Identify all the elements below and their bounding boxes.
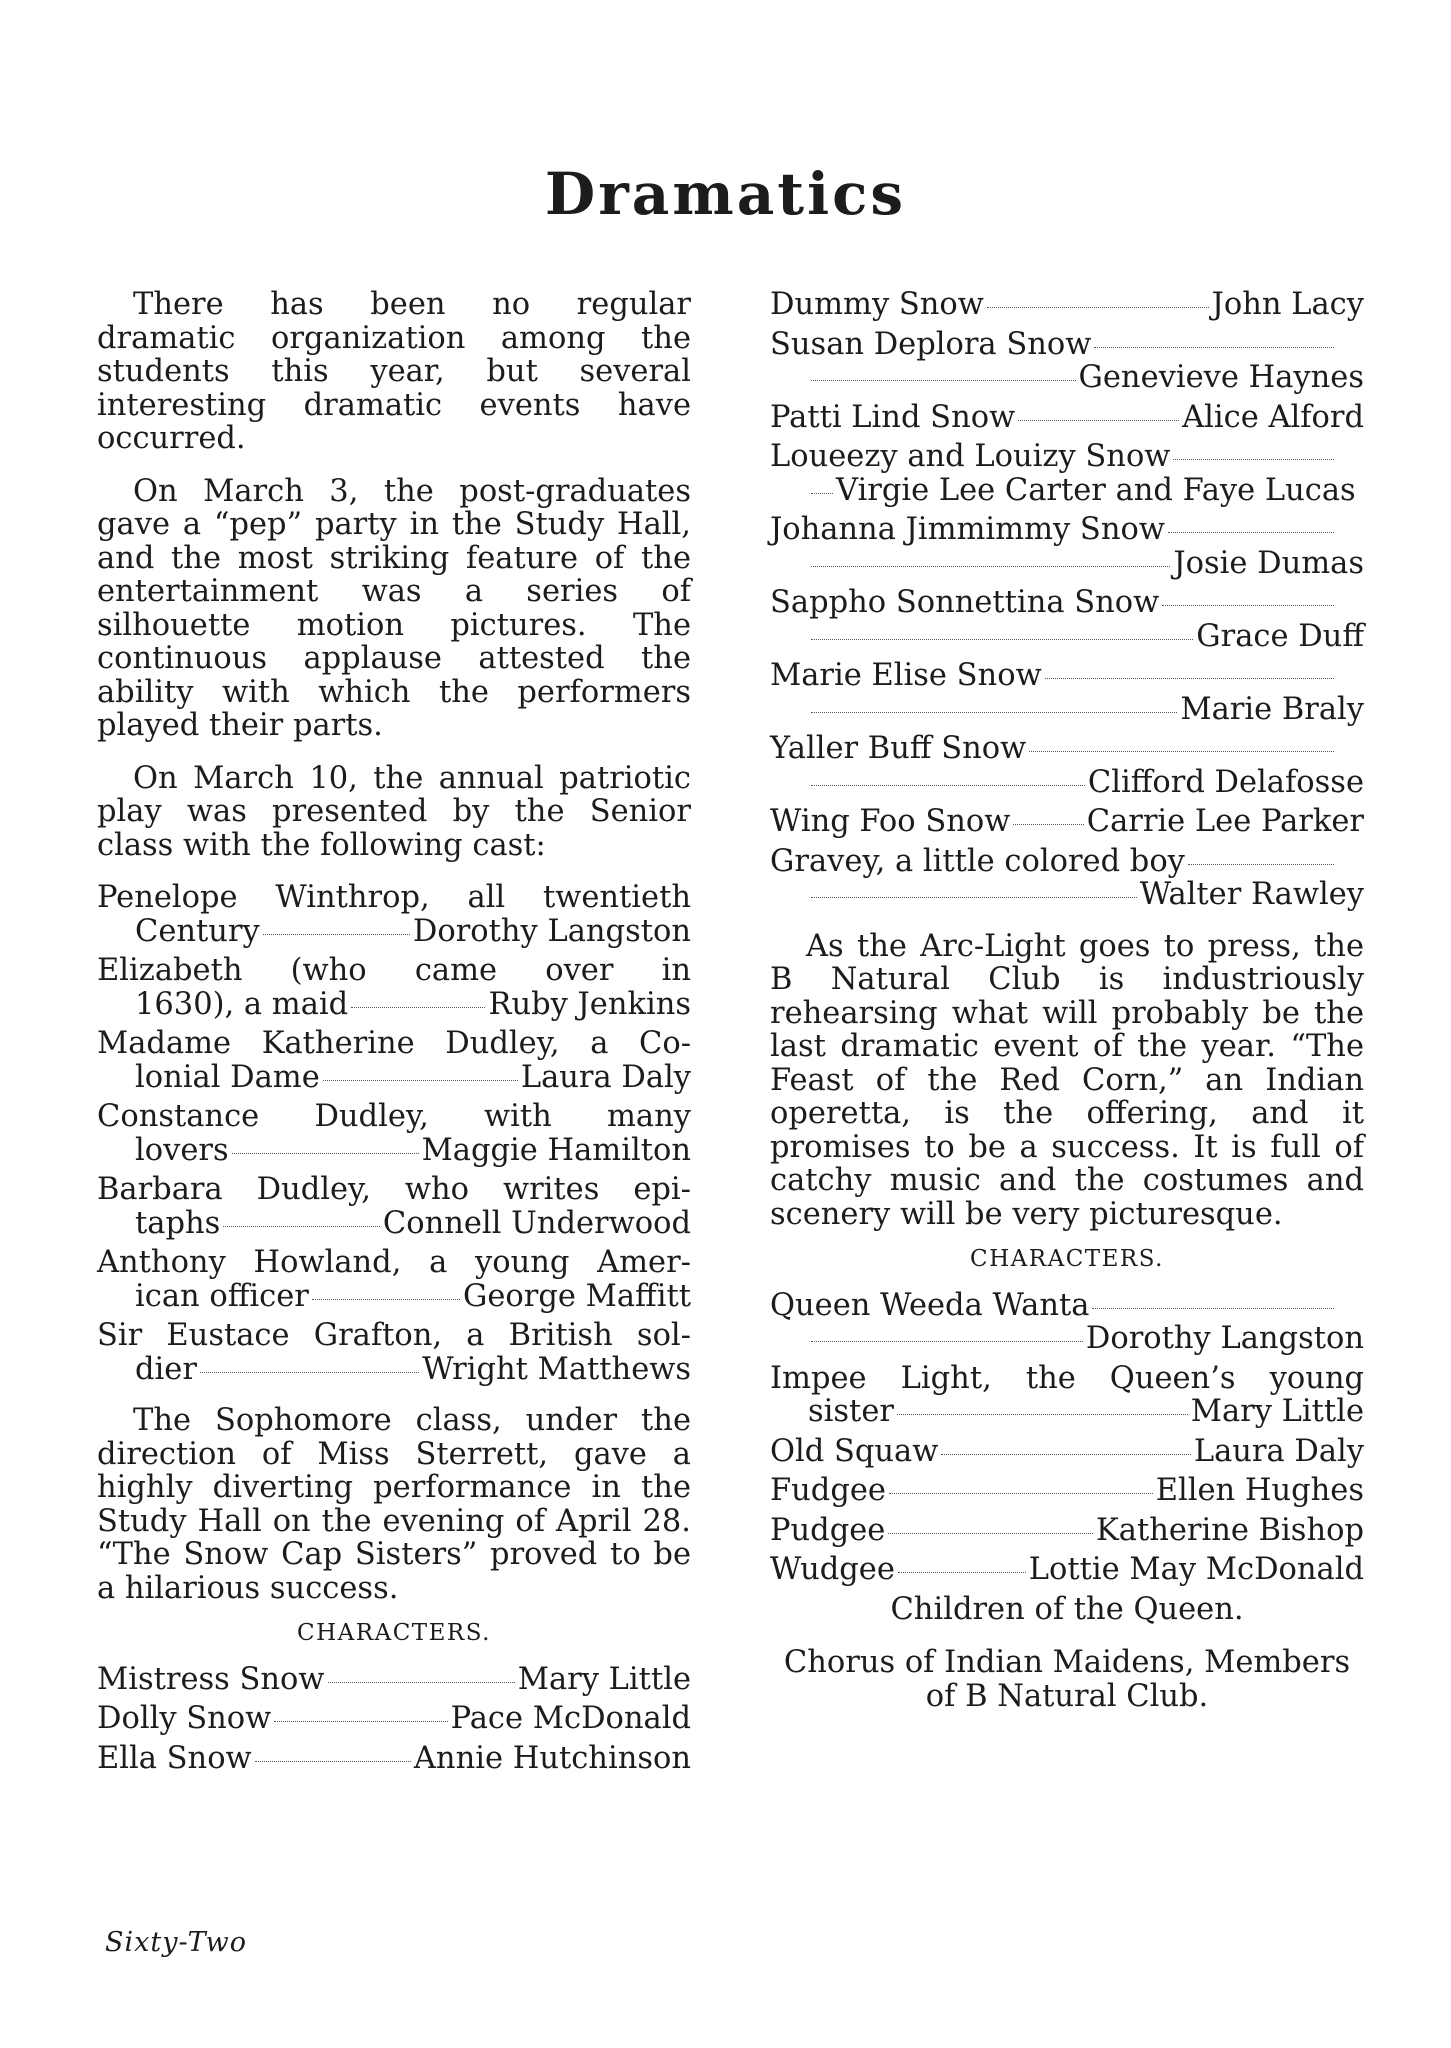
snow-cast-entry [770, 401, 1364, 435]
cast-role: dier [135, 1351, 197, 1387]
dot-leader [898, 1572, 1026, 1573]
character-actor: Annie Hutchinson [413, 1740, 691, 1776]
dot-leader [811, 1341, 1083, 1342]
cast-role-line: Barbara Dudley, who writes epi- [97, 1172, 691, 1207]
sophomore-paragraph: The Sophomore class, under the direction of Miss Sterrett, gave a highly diverting performance in the Study Hall on the evening of April 28. “The Snow Cap Sisters” proved to be a hilarious success. [97, 1403, 691, 1606]
snow-cast-entry [770, 805, 1364, 839]
cast-entry [97, 1027, 691, 1094]
dot-leader [987, 307, 1209, 308]
operetta-cast-entry [770, 1289, 1364, 1356]
chorus-line: Chorus of Indian Maidens, Members [783, 1645, 1351, 1680]
snow-cast-entry [770, 513, 1364, 580]
dot-leader [811, 785, 1085, 786]
dot-leader [263, 934, 410, 935]
character-actor: Virgie Lee Carter and Faye Lucas [836, 472, 1356, 508]
character-actor: Grace Duff [1196, 618, 1364, 654]
cast-entry [97, 1246, 691, 1313]
character-actor: Carrie Lee Parker [1086, 804, 1364, 839]
character-actor: Lottie May McDonald [1028, 1552, 1364, 1587]
cast-entry [97, 881, 691, 948]
right-column [770, 288, 1364, 1713]
character-role: Dolly Snow [97, 1701, 272, 1736]
character-actor: Genevieve Haynes [1078, 360, 1364, 395]
operetta-cast-entry [770, 1514, 1364, 1548]
character-role: Ella Snow [97, 1740, 252, 1776]
dot-leader [941, 1454, 1190, 1455]
intro-paragraph: There has been no regular dramatic organization among the students this year, but several interesting dramatic events have occurred. [97, 287, 691, 456]
dot-leader [1094, 347, 1334, 348]
post-graduates-paragraph: On March 3, the post-graduates gave a “pep” party in the Study Hall, and the most striking feature of the entertainment was a series of silhouette motion pictures. The continuous applause attested the ability with which the performers played their parts. [97, 473, 691, 743]
dot-leader [889, 1493, 1153, 1494]
character-role: Susan Deplora Snow [770, 326, 1092, 362]
character-actor: Walter Rawley [1139, 877, 1364, 912]
dot-leader [811, 380, 1076, 381]
character-actor: Clifford Delafosse [1087, 764, 1364, 800]
operetta-cast-entry [770, 1435, 1364, 1469]
dot-leader [1092, 1308, 1334, 1309]
character-role: Marie Elise Snow [770, 658, 1042, 693]
cast-entry [97, 954, 691, 1021]
character-role: Dummy Snow [770, 287, 984, 322]
character-actor: Laura Daly [1193, 1433, 1364, 1469]
character-actor: Dorothy Langston [1085, 1321, 1364, 1356]
character-role: Gravey, a little colored boy [770, 843, 1185, 879]
dot-leader [1162, 605, 1334, 606]
character-role: Johanna Jimmimmy Snow [770, 512, 1165, 547]
snow-cast-entry [770, 845, 1364, 912]
cast-entry [97, 1319, 691, 1386]
character-role: Patti Lind Snow [770, 399, 1016, 435]
character-actor: Alice Alford [1182, 399, 1364, 435]
dot-leader [1045, 678, 1334, 679]
dot-leader [323, 1080, 518, 1081]
cast-actor: Maggie Hamilton [421, 1132, 691, 1168]
cast-actor: Laura Daly [520, 1059, 691, 1095]
dot-leader [897, 1414, 1188, 1415]
character-actor: John Lacy [1211, 287, 1364, 322]
character-role: Mistress Snow [97, 1661, 325, 1697]
dot-leader [200, 1372, 419, 1373]
dot-leader [328, 1682, 515, 1683]
operetta-cast-entry [770, 1474, 1364, 1508]
cast-role-line: Constance Dudley, with many [97, 1099, 691, 1134]
dot-leader [274, 1721, 447, 1722]
characters-heading: CHARACTERS. [297, 1620, 491, 1646]
snow-cast-entry [770, 440, 1364, 507]
dot-leader [255, 1761, 411, 1762]
character-role: Old Squaw [770, 1433, 939, 1469]
dot-leader [811, 566, 1170, 567]
character-role: sister [808, 1394, 894, 1429]
cast-actor: Wright Matthews [422, 1351, 691, 1387]
dot-leader [1188, 864, 1334, 865]
dot-leader [1013, 824, 1083, 825]
character-actor: Pace McDonald [450, 1701, 691, 1736]
cast-actor: Dorothy Langston [412, 913, 691, 949]
cast-role: 1630), a maid [135, 986, 349, 1022]
cast-actor: Ruby Jenkins [488, 986, 691, 1022]
character-role: Wing Foo Snow [770, 804, 1011, 839]
character-role: Fudgee [770, 1473, 886, 1508]
chorus-line: of B Natural Club. [925, 1678, 1209, 1714]
character-entry [97, 1742, 691, 1776]
cast-role: lovers [135, 1132, 229, 1168]
dot-leader [223, 1226, 380, 1227]
dot-leader [811, 897, 1137, 898]
character-actor: Josie Dumas [1173, 545, 1364, 581]
children-note: Children of the Queen. [890, 1591, 1244, 1627]
cast-role-line: Madame Katherine Dudley, a Co- [97, 1026, 691, 1061]
left-column [97, 288, 691, 1781]
character-actor: Ellen Hughes [1155, 1473, 1364, 1508]
dot-leader [351, 1007, 485, 1008]
dot-leader [1029, 751, 1334, 752]
dot-leader [811, 493, 833, 494]
character-role: Loueezy and Louizy Snow [770, 439, 1171, 474]
character-role: Pudgee [770, 1512, 886, 1548]
snow-cast-entry [770, 732, 1364, 799]
character-actor: Mary Little [1190, 1394, 1364, 1429]
character-role: Queen Weeda Wanta [770, 1287, 1090, 1323]
character-actor: Mary Little [517, 1661, 691, 1697]
cast-role: lonial Dame [135, 1059, 320, 1095]
dot-leader [888, 1533, 1093, 1534]
cast-actor: George Maffitt [463, 1278, 691, 1314]
cast-role-line: Elizabeth (who came over in [97, 953, 691, 988]
character-actor: Marie Braly [1180, 691, 1364, 727]
character-entry [97, 1663, 691, 1697]
cast-entry [97, 1173, 691, 1240]
cast-role: Century [135, 913, 260, 949]
cast-entry [97, 1100, 691, 1167]
dot-leader [811, 712, 1177, 713]
character-actor: Katherine Bishop [1096, 1512, 1364, 1548]
character-role: Sappho Sonnettina Snow [770, 585, 1160, 620]
cast-role-line: Penelope Winthrop, all twentieth [97, 880, 691, 915]
page-number-footer: Sixty-Two [105, 1927, 248, 1958]
dot-leader [312, 1299, 460, 1300]
dot-leader [811, 639, 1193, 640]
snow-cast-entry [770, 586, 1364, 653]
cast-role: ican officer [135, 1278, 309, 1314]
character-role: Wudgee [770, 1552, 895, 1587]
dot-leader [1173, 459, 1334, 460]
page-title: Dramatics [544, 160, 907, 228]
operetta-cast-entry [770, 1553, 1364, 1587]
dot-leader [1168, 532, 1334, 533]
character-role: Yaller Buff Snow [770, 731, 1027, 766]
cast-role-line: Impee Light, the Queen’s young [770, 1360, 1364, 1396]
snow-cast-entry [770, 659, 1364, 726]
cast-role: taphs [135, 1205, 221, 1241]
dot-leader [1018, 420, 1179, 421]
character-entry [97, 1702, 691, 1736]
snow-cast-entry [770, 328, 1364, 395]
characters-heading: CHARACTERS. [970, 1246, 1164, 1272]
cast-role-line: Anthony Howland, a young Amer- [97, 1245, 691, 1280]
b-natural-paragraph: As the Arc-Light goes to press, the B Natural Club is industriously rehearsing what will probably be the last dramatic event of the year. “The Feast of the Red Corn,” an Indian operetta, is the offering, and it promises to be a success. It is full of catchy music and the costumes and scenery will be very picturesque. [770, 928, 1364, 1232]
cast-role-line: Sir Eustace Grafton, a British sol- [97, 1318, 691, 1353]
snow-cast-entry [770, 288, 1364, 322]
dot-leader [232, 1153, 419, 1154]
patriotic-play-paragraph: On March 10, the annual patriotic play was presented by the Senior class with the following cast: [97, 760, 691, 863]
operetta-cast-entry [770, 1362, 1364, 1429]
cast-actor: Connell Underwood [382, 1205, 691, 1241]
